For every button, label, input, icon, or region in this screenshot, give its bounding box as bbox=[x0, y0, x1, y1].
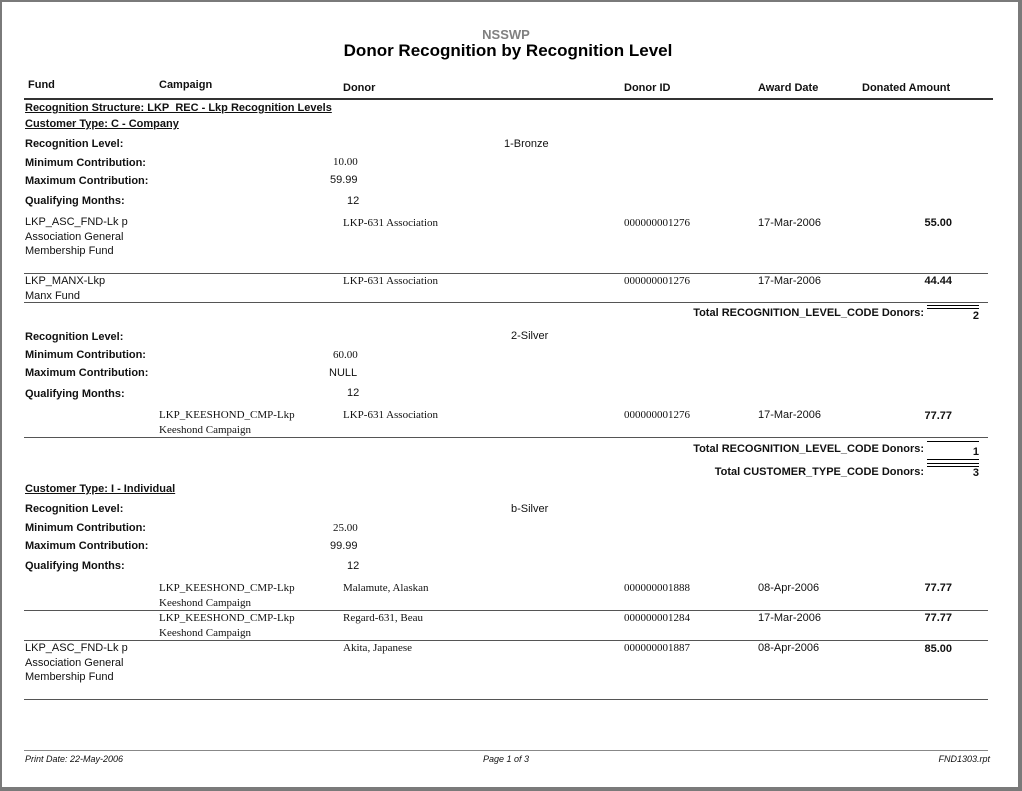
col-fund: Fund bbox=[28, 79, 55, 91]
table-row-date: 08-Apr-2006 bbox=[758, 642, 820, 654]
table-row-campaign: LKP_KEESHOND_CMP-Lkp Keeshond Campaign bbox=[159, 582, 295, 609]
table-row-id: 000000001284 bbox=[624, 612, 690, 624]
total-customer-type-value: 3 bbox=[972, 467, 979, 479]
label-min-contribution: Minimum Contribution: bbox=[25, 522, 146, 534]
table-row-amount: 55.00 bbox=[924, 217, 952, 229]
label-recognition-level: Recognition Level: bbox=[25, 331, 124, 343]
table-row-donor: Akita, Japanese bbox=[343, 642, 413, 654]
months-value: 12 bbox=[347, 195, 360, 207]
col-award-date: Award Date bbox=[758, 82, 819, 94]
label-min-contribution: Minimum Contribution: bbox=[25, 349, 146, 361]
label-min-contribution: Minimum Contribution: bbox=[25, 157, 146, 169]
table-row-amount: 85.00 bbox=[924, 643, 952, 655]
label-qualifying-months: Qualifying Months: bbox=[25, 388, 125, 400]
report-org: NSSWP bbox=[482, 27, 530, 42]
table-row-donor: LKP-631 Association bbox=[343, 217, 439, 229]
max-value: NULL bbox=[329, 367, 358, 379]
level-value: 1-Bronze bbox=[504, 138, 549, 150]
row-divider bbox=[24, 640, 988, 641]
label-max-contribution: Maximum Contribution: bbox=[25, 367, 149, 379]
row-divider bbox=[24, 699, 988, 700]
customer-type-company: Customer Type: C - Company bbox=[25, 118, 179, 130]
label-max-contribution: Maximum Contribution: bbox=[25, 540, 149, 552]
header-divider bbox=[24, 98, 993, 100]
total-customer-type-label: Total CUSTOMER_TYPE_CODE Donors: bbox=[714, 466, 924, 478]
total-level-label: Total RECOGNITION_LEVEL_CODE Donors: bbox=[693, 307, 924, 319]
table-row-id: 000000001887 bbox=[624, 642, 690, 654]
total-double-line bbox=[927, 463, 979, 464]
page-number: Page 1 of 3 bbox=[482, 754, 530, 764]
print-date: Print Date: 22-May-2006 bbox=[25, 754, 124, 764]
total-double-line bbox=[927, 308, 979, 309]
table-row-donor: Malamute, Alaskan bbox=[343, 582, 429, 594]
table-row-id: 000000001276 bbox=[624, 217, 690, 229]
table-row-date: 17-Mar-2006 bbox=[758, 275, 821, 287]
label-qualifying-months: Qualifying Months: bbox=[25, 195, 125, 207]
table-row-amount: 77.77 bbox=[924, 582, 952, 594]
months-value: 12 bbox=[347, 560, 360, 572]
label-recognition-level: Recognition Level: bbox=[25, 503, 124, 515]
label-qualifying-months: Qualifying Months: bbox=[25, 560, 125, 572]
report-title: Donor Recognition by Recognition Level bbox=[343, 41, 673, 60]
table-row-amount: 44.44 bbox=[924, 275, 952, 287]
min-value: 25.00 bbox=[333, 522, 358, 534]
footer-divider bbox=[24, 750, 988, 751]
table-row-amount: 77.77 bbox=[924, 410, 952, 422]
col-donor: Donor bbox=[343, 82, 376, 94]
label-recognition-level: Recognition Level: bbox=[25, 138, 124, 150]
col-campaign: Campaign bbox=[159, 79, 213, 91]
total-line bbox=[927, 459, 979, 460]
table-row-amount: 77.77 bbox=[924, 612, 952, 624]
total-level-label: Total RECOGNITION_LEVEL_CODE Donors: bbox=[693, 443, 924, 455]
customer-type-individual: Customer Type: I - Individual bbox=[25, 483, 176, 495]
level-value: b-Silver bbox=[511, 503, 549, 515]
table-row-date: 17-Mar-2006 bbox=[758, 217, 821, 229]
total-line bbox=[927, 441, 979, 442]
total-level-value: 1 bbox=[972, 446, 979, 458]
level-value: 2-Silver bbox=[511, 330, 549, 342]
table-row-date: 17-Mar-2006 bbox=[758, 409, 821, 421]
table-row-id: 000000001276 bbox=[624, 275, 690, 287]
table-row-id: 000000001276 bbox=[624, 409, 690, 421]
table-row-donor: Regard-631, Beau bbox=[343, 612, 424, 624]
row-divider bbox=[24, 302, 988, 303]
table-row-fund: LKP_MANX-Lkp Manx Fund bbox=[25, 275, 106, 302]
months-value: 12 bbox=[347, 387, 360, 399]
col-donor-id: Donor ID bbox=[624, 82, 671, 94]
col-donated-amount: Donated Amount bbox=[862, 82, 951, 94]
table-row-donor: LKP-631 Association bbox=[343, 409, 439, 421]
table-row-date: 08-Apr-2006 bbox=[758, 582, 820, 594]
max-value: 59.99 bbox=[330, 174, 358, 186]
row-divider bbox=[24, 273, 988, 274]
min-value: 60.00 bbox=[333, 349, 358, 361]
report-file: FND1303.rpt bbox=[938, 754, 990, 764]
table-row-fund: LKP_ASC_FND-Lk p Association General Membership Fund bbox=[25, 216, 128, 257]
row-divider bbox=[24, 437, 988, 438]
table-row-id: 000000001888 bbox=[624, 582, 690, 594]
recognition-structure: Recognition Structure: LKP_REC - Lkp Recognition Levels bbox=[25, 102, 332, 114]
table-row-campaign: LKP_KEESHOND_CMP-Lkp Keeshond Campaign bbox=[159, 409, 295, 436]
table-row-date: 17-Mar-2006 bbox=[758, 612, 821, 624]
min-value: 10.00 bbox=[333, 156, 358, 168]
max-value: 99.99 bbox=[330, 540, 358, 552]
table-row-campaign: LKP_KEESHOND_CMP-Lkp Keeshond Campaign bbox=[159, 612, 295, 639]
table-row-fund: LKP_ASC_FND-Lk p Association General Membership Fund bbox=[25, 642, 128, 683]
total-level-value: 2 bbox=[972, 310, 979, 322]
total-double-line bbox=[927, 305, 979, 306]
label-max-contribution: Maximum Contribution: bbox=[25, 175, 149, 187]
table-row-donor: LKP-631 Association bbox=[343, 275, 439, 287]
